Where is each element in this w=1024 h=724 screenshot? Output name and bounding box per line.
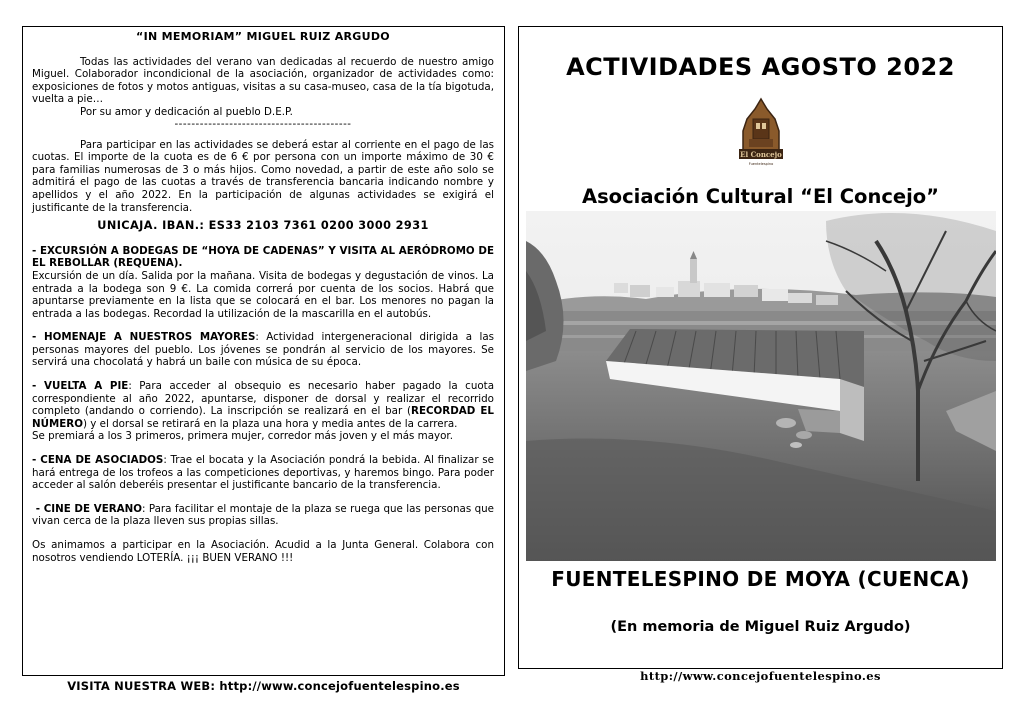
closing-text: Os animamos a participar en la Asociación. Acudid a la Junta General. Colabora con nosotros vendiendo LOTERÍA. ¡¡¡ BUEN VERANO !!! [32,539,494,564]
village-photo [526,211,996,561]
concejo-logo-icon [737,97,785,171]
memory-dedication: (En memoria de Miguel Ruiz Argudo) [610,619,911,635]
activity-text: : Trae el bocata y la Asociación pondrá la bebida. Al finalizar se hará entrega de los trofeos a las competiciones deportivas, y haremos bingo. Para poder acceder al salón deberéis presentar el justificante bancario de la transferencia. [32,454,495,492]
activity-cine [32,503,494,528]
activity-vuelta-extra: Se premiará a los 3 primeros, primera mujer, corredor más joven y el más mayor. [32,430,453,443]
memoriam-closing: Por su amor y dedicación al pueblo D.E.P. [80,105,293,118]
logo-subtext: Fuentelespino [748,162,774,166]
activity-homenaje [32,331,494,369]
cover-title: ACTIVIDADES AGOSTO 2022 [566,53,955,81]
iban: UNICAJA. IBAN.: ES33 2103 7361 0200 3000 2931 [97,219,429,233]
activity-text: : Para facilitar el montaje de la plaza se ruega que las personas que vivan cerca de la plaza lleven sus propias sillas. [32,502,494,528]
memoriam-title: “IN MEMORIAM” MIGUEL RUIZ ARGUDO [136,30,390,43]
left-panel [22,26,505,676]
activity-title: - CINE DE VERANO [32,502,142,515]
activity-text: : Para acceder al obsequio es necesario haber pagado la cuota correspondiente al año 2022, apuntarse, disponer de dorsal y realizar el recorrido completo (andando o corriendo). La inscripción se realizará en el bar ( [32,380,495,418]
right-panel [518,26,1003,669]
activity-title: - HOMENAJE A NUESTROS MAYORES [32,331,256,344]
activity-highlight: RECORDAD EL NÚMERO [32,405,494,430]
website-footer-left[interactable]: VISITA NUESTRA WEB: http://www.concejofuentelespino.es [67,679,460,693]
activity-vuelta [32,380,494,430]
activity-excursion [32,245,494,321]
activity-cena [32,454,494,492]
activity-title: - CENA DE ASOCIADOS [32,454,164,467]
association-name: Asociación Cultural “El Concejo” [581,185,940,208]
activity-text: Excursión de un día. Salida por la mañana. Visita de bodegas y degustación de vinos. La entrada a la bodega son 9 €. La comida correrá por cuenta de los socios. Habrá que apuntarse previamente en la lista que se colocará en el bar. Los menores no pagan la entrada a las bodegas. Recordad la utilización de la mascarilla en el autobús. [32,269,494,320]
logo-text: El Concejo [740,150,782,159]
activity-title: - VUELTA A PIE [32,380,129,393]
activity-text-2: ) y el dorsal se retirará en la plaza una hora y media antes de la carrera. [82,417,458,430]
separator: ------------------------------------------ [174,117,352,130]
town-name: FUENTELESPINO DE MOYA (CUENCA) [551,567,970,591]
website-footer-right[interactable]: http://www.concejofuentelespino.es [640,669,881,683]
activity-text: : Actividad intergeneracional dirigida a las personas mayores del pueblo. Los jóvenes se pondrán al servicio de los mayores. Se servirá una chocolatá y habrá un baile con música de su época. [32,331,495,369]
activity-title: - EXCURSIÓN A BODEGAS DE “HOYA DE CADENAS” Y VISITA AL AERÓDROMO DE EL REBOLLAR (REQUENA). [32,244,494,270]
fees-text: Para participar en las actividades se deberá estar al corriente en el pago de las cuotas. El importe de la cuota es de 6 € por persona con un importe máximo de 30 € para familias numerosas de 3 o más hijos. Como novedad, a partir de este año solo se admitirá el pago de las cuotas a través de transferencia bancaria indicando nombre y apellidos y el año 2022. En la participación de algunas actividades se exigirá el justificante de la transferencia. [32,138,494,214]
memoriam-text: Todas las actividades del verano van dedicadas al recuerdo de nuestro amigo Miguel. Colaborador incondicional de la asociación, organizador de actividades como: exposiciones de fotos y motos antiguas, visitas a su casa-museo, casa de la tía bigotuda, vuelta a pie… [32,55,494,106]
